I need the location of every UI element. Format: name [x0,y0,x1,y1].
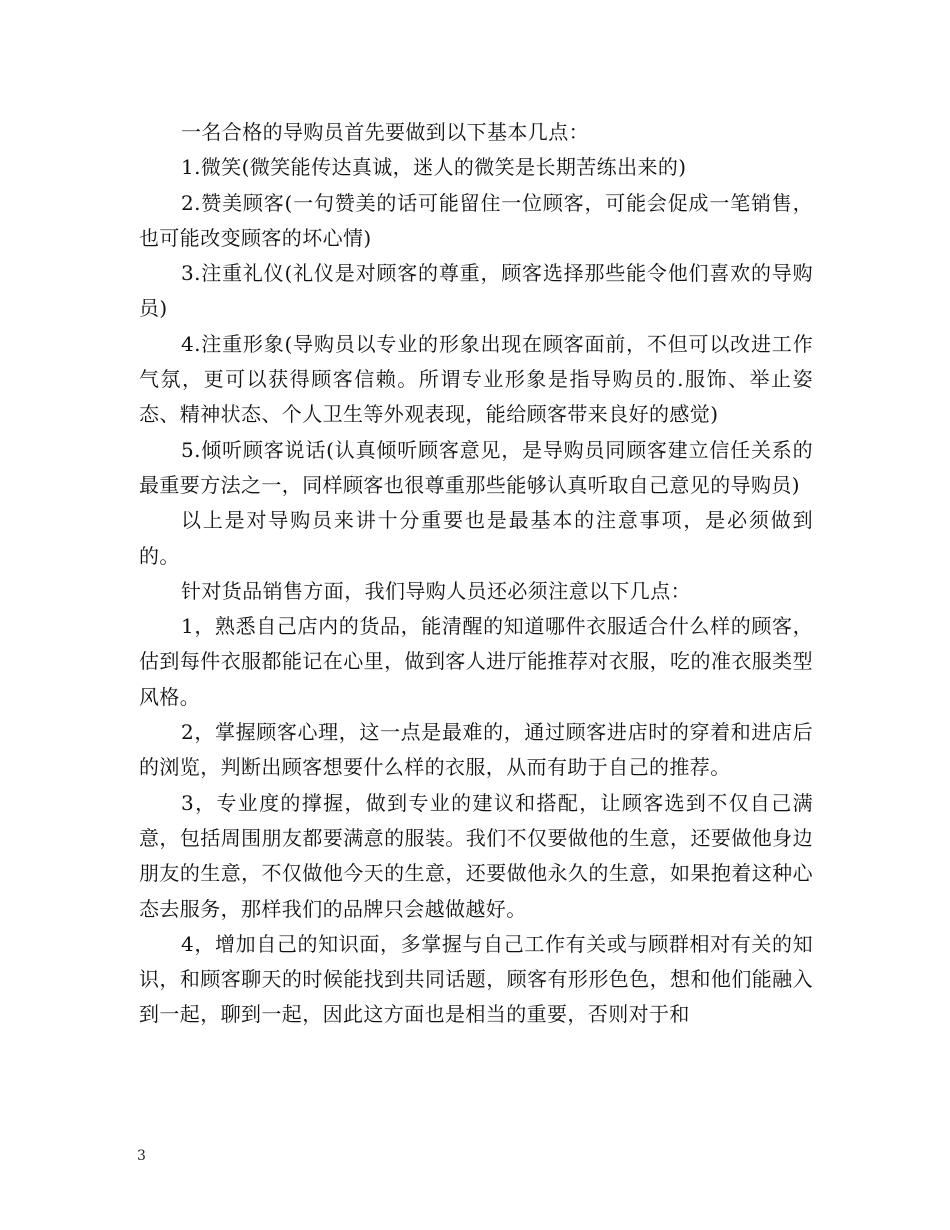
paragraph-point-3: 3.注重礼仪(礼仪是对顾客的尊重，顾客选择那些能令他们喜欢的导购员) [139,261,813,321]
paragraph-point-2: 2.赞美顾客(一句赞美的话可能留住一位顾客，可能会促成一笔销售，也可能改变顾客的坏心情) [139,190,813,250]
paragraph-sales-1: 1，熟悉自己店内的货品，能清醒的知道哪件衣服适合什么样的顾客，估到每件衣服都能记在心里，做到客人进厅能推荐对衣服，吃的准衣服类型风格。 [139,614,813,709]
paragraph-point-4: 4.注重形象(导购员以专业的形象出现在顾客面前，不但可以改进工作气氛，更可以获得顾客信赖。所谓专业形象是指导购员的.服饰、举止姿态、精神状态、个人卫生等外观表现，能给顾客带来良好的感觉) [139,331,813,427]
paragraph-sales-intro: 针对货品销售方面，我们导购人员还必须注意以下几点： [181,578,691,603]
paragraph-sales-3: 3，专业度的撑握，做到专业的建议和搭配，让顾客选到不仅自己满意，包括周围朋友都要满意的服装。我们不仅要做他的生意，还要做他身边朋友的生意，不仅做他今天的生意，还要做他永久的生意，如果抱着这种心态去服务，那样我们的品牌只会越做越好。 [139,790,813,921]
paragraph-point-5: 5.倾听顾客说话(认真倾听顾客意见，是导购员同顾客建立信任关系的最重要方法之一，同样顾客也很尊重那些能够认真听取自己意见的导购员) [139,437,813,497]
paragraph-point-1: 1.微笑(微笑能传达真诚，迷人的微笑是长期苦练出来的) [181,155,687,180]
document-body [139,115,813,1033]
paragraph-sales-4: 4，增加自己的知识面，多掌握与自己工作有关或与顾群相对有关的知识，和顾客聊天的时候能找到共同话题，顾客有形形色色，想和他们能融入到一起，聊到一起，因此这方面也是相当的重要，否则对于和 [139,931,813,1027]
paragraph-sales-2: 2，掌握顾客心理，这一点是最难的，通过顾客进店时的穿着和进店后的浏览，判断出顾客想要什么样的衣服，从而有助于自己的推荐。 [139,720,813,780]
page-number: 3 [137,1148,146,1164]
paragraph-summary: 以上是对导购员来讲十分重要也是最基本的注意事项，是必须做到的。 [139,508,813,568]
paragraph-intro: 一名合格的导购员首先要做到以下基本几点： [181,120,589,144]
